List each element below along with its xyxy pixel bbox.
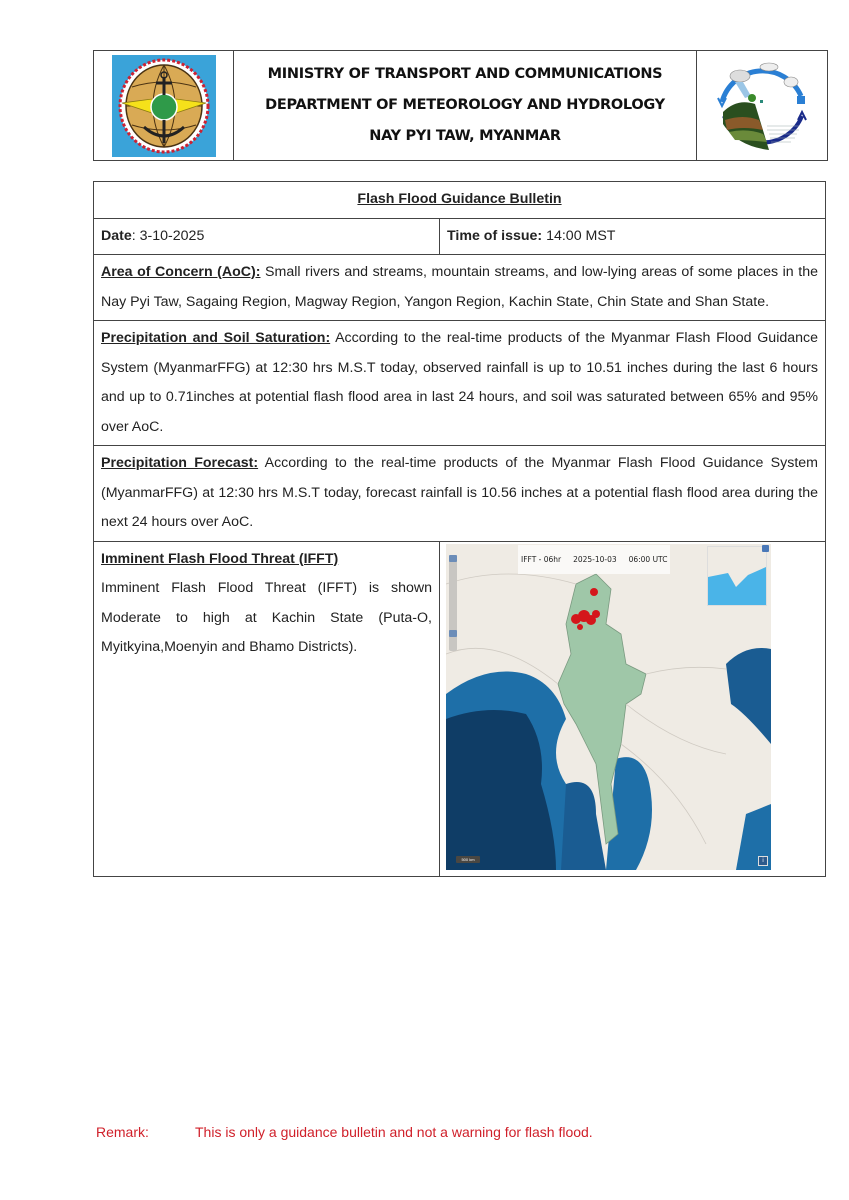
scale-bar: 500 km	[456, 856, 480, 863]
department-name: DEPARTMENT OF METEOROLOGY AND HYDROLOGY	[265, 97, 665, 113]
soil-label: Precipitation and Soil Saturation:	[101, 330, 331, 346]
overview-minimap[interactable]	[707, 546, 767, 606]
minimap-graphic	[708, 547, 766, 605]
ifft-label: Imminent Flash Flood Threat (IFFT)	[101, 550, 339, 567]
ministry-name: MINISTRY OF TRANSPORT AND COMMUNICATIONS	[267, 66, 663, 82]
forecast-label: Precipitation Forecast:	[101, 455, 259, 471]
date-value: : 3-10-2025	[131, 227, 205, 244]
soil-text: According to the real-time products of the Myanmar Flash Flood Guidance System (MyanmarFFG) at 12:30 hrs M.S.T today, observed rainfall is up to 10.51 inches during the last 6 hours and up to 0.71inches at potential flash flood area in last 24 hours, and soil was saturated between 65% and 95% over AoC.	[101, 330, 818, 435]
date-label: Date	[101, 227, 132, 244]
time-label: Time of issue:	[447, 227, 543, 244]
time-value: 14:00 MST	[542, 227, 616, 244]
ifft-text: Imminent Flash Flood Threat (IFFT) is shown Moderate to high at Kachin State (Puta-O, Myitkyina,Moenyin and Bhamo Districts).	[101, 580, 432, 655]
ministry-emblem-icon	[112, 55, 216, 157]
map-zoom-out-button[interactable]	[449, 630, 457, 637]
forecast-text: According to the real-time products of the Myanmar Flash Flood Guidance System (MyanmarFFG) at 12:30 hrs M.S.T today, forecast rainfall is 10.56 inches at a potential flash flood area during the next 24 hours over AoC.	[101, 455, 818, 530]
remark-label: Remark:	[96, 1124, 149, 1140]
location: NAY PYI TAW, MYANMAR	[369, 128, 561, 144]
remark	[96, 1124, 593, 1140]
ifft-cell	[94, 541, 440, 876]
map-title: IFFT - 06hr 2025-10-03 06:00 UTC	[518, 545, 670, 575]
precipitation-forecast-cell	[94, 446, 826, 542]
ifft-map	[446, 544, 771, 870]
left-logo-cell	[94, 51, 234, 160]
aoc-text: Small rivers and streams, mountain streams, and low-lying areas of some places in the Nay Pyi Taw, Sagaing Region, Magway Region, Yangon Region, Kachin State, Chin State and Shan State.	[101, 264, 818, 310]
area-of-concern-cell	[94, 255, 826, 321]
bulletin-title: Flash Flood Guidance Bulletin	[94, 182, 826, 219]
ifft-map-cell	[440, 541, 826, 876]
info-icon[interactable]: i	[758, 856, 768, 866]
soil-saturation-cell	[94, 321, 826, 446]
remark-text: This is only a guidance bulletin and not a warning for flash flood.	[195, 1124, 593, 1140]
time-of-issue-cell	[440, 218, 826, 255]
letterhead-title	[234, 51, 696, 160]
right-logo-cell	[696, 51, 827, 160]
hydrological-cycle-icon	[707, 54, 817, 158]
date-cell	[94, 218, 440, 255]
minimap-toggle-button[interactable]	[762, 545, 769, 552]
aoc-label: Area of Concern (AoC):	[101, 264, 261, 280]
letterhead	[93, 50, 828, 161]
map-zoom-in-button[interactable]	[449, 555, 457, 562]
bulletin-table	[93, 181, 826, 877]
